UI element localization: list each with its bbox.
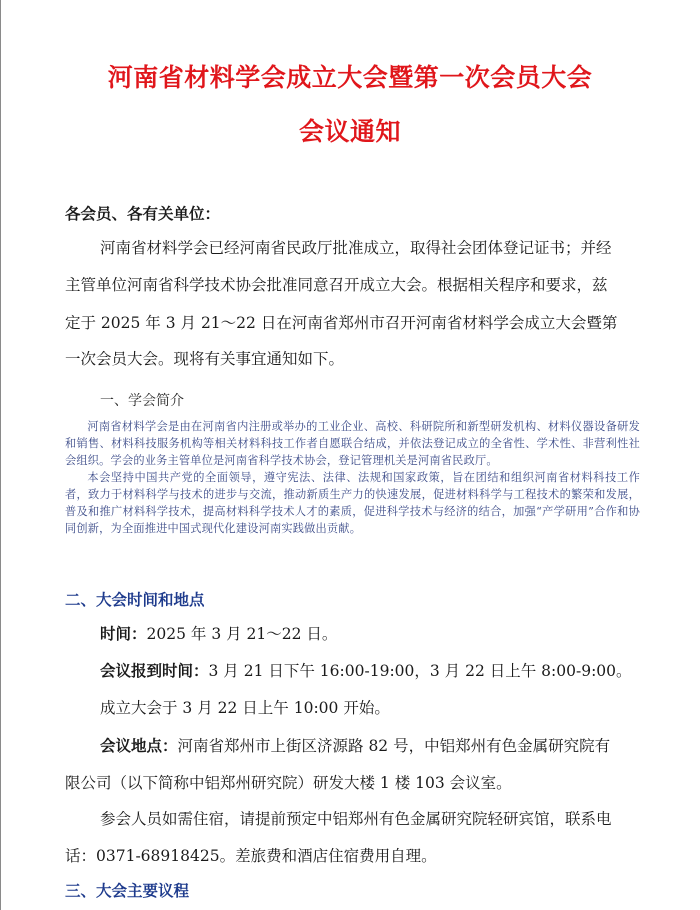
notice-subtitle: 会议通知	[298, 117, 401, 146]
notice-title: 河南省材料学会成立大会暨第一次会员大会	[107, 63, 593, 92]
para1-line: 定于 2025 年 3 月 21～22 日在河南省郑州市召开河南省材料学会成立大会暨第	[65, 314, 618, 332]
lodging-line: 参会人员如需住宿，请提前预定中铝郑州有色金属研究院轻研宾馆，联系电	[100, 810, 612, 828]
para1-line: 主管单位河南省科学技术协会批准同意召开成立大会。根据相关程序和要求，兹	[65, 276, 608, 294]
intro-paragraph: 河南省材料学会是由在河南省内注册或举办的工业企业、高校、科研院所和新型研发机构、材料仪器设备研发和销售、材料科技服务机构等相关材料科技工作者自愿联合结成，并依法登记成立的全省性、学术性、非营利性社会组织。学会的业务主管单位是河南省科学技术协会，登记管理机关是河南省民政厅。	[65, 420, 640, 467]
time-label: 时间：	[100, 625, 147, 643]
intro-paragraph: 本会坚持中国共产党的全面领导，遵守宪法、法律、法规和国家政策，旨在团结和组织河南省材料科技工作者，致力于材料科学与技术的进步与交流，推动新质生产力的快速发展，促进材料科学与工程技术的繁荣和发展，普及和推广材料科学技术，提高材料科学技术人才的素质，促进科学技术与经济的结合，加强“产学研用”合作和协同创新，为全面推进中国式现代化建设河南实践做出贡献。	[65, 471, 640, 535]
venue-label: 会议地点：	[100, 737, 178, 755]
checkin-row	[100, 664, 632, 680]
para1-line: 河南省材料学会已经河南省民政厅批准成立，取得社会团体登记证书；并经	[100, 239, 612, 257]
salutation: 各会员、各有关单位：	[65, 205, 221, 223]
time-row	[100, 627, 337, 643]
venue-value: 河南省郑州市上街区济源路 82 号，中铝郑州有色金属研究院有	[177, 737, 611, 755]
checkin-label: 会议报到时间：	[100, 662, 209, 680]
venue-row	[100, 739, 610, 755]
section1-heading: 一、学会简介	[100, 393, 184, 409]
lodging-line: 话：0371-68918425。差旅费和酒店住宿费用自理。	[65, 847, 437, 865]
para1-line: 一次会员大会。现将有关事宜通知如下。	[65, 350, 345, 368]
time-value: 2025 年 3 月 21～22 日。	[146, 625, 338, 643]
checkin-value: 3 月 21 日下午 16:00-19:00，3 月 22 日上午 8:00-9:00。	[208, 662, 632, 680]
venue-continued: 限公司（以下简称中铝郑州研究院）研发大楼 1 楼 103 会议室。	[65, 774, 512, 792]
opening-time: 成立大会于 3 月 22 日上午 10:00 开始。	[100, 699, 390, 717]
society-intro	[65, 418, 640, 537]
section3-heading: 三、大会主要议程	[65, 882, 190, 900]
section2-heading: 二、大会时间和地点	[65, 591, 205, 609]
